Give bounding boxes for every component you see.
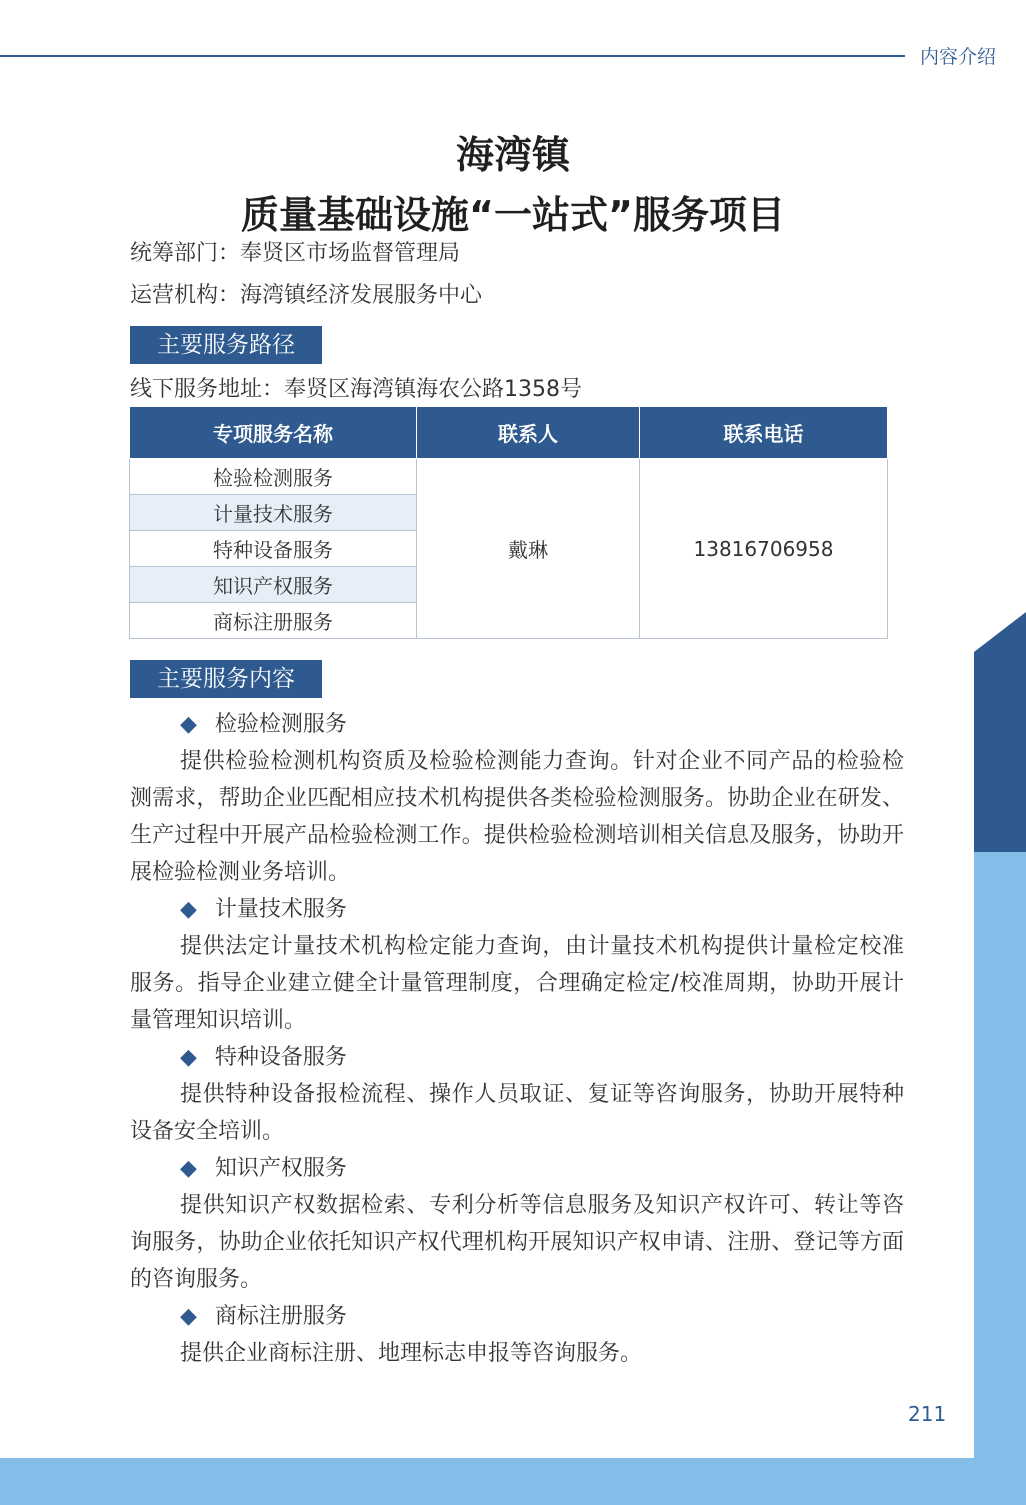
diamond-bullet-icon: ◆ xyxy=(180,897,197,922)
page-number: 211 xyxy=(908,1402,947,1426)
contact-phone-cell: 13816706958 xyxy=(640,459,888,639)
decorative-light-band xyxy=(974,852,1026,1505)
diamond-bullet-icon: ◆ xyxy=(180,712,197,737)
item-heading xyxy=(130,1150,904,1187)
item-description: 提供特种设备报检流程、操作人员取证、复证等咨询服务，协助开展特种设备安全培训。 xyxy=(130,1082,904,1144)
item-description: 提供法定计量技术机构检定能力查询，由计量技术机构提供计量检定校准服务。指导企业建立健全计量管理制度，合理确定检定/校准周期，协助开展计量管理知识培训。 xyxy=(130,934,904,1033)
item-heading-text: 知识产权服务 xyxy=(214,1156,347,1181)
section-heading-service-content: 主要服务内容 xyxy=(130,660,322,698)
service-content xyxy=(130,706,904,1372)
table-header-row xyxy=(130,407,888,459)
diamond-bullet-icon: ◆ xyxy=(180,1304,197,1329)
diamond-bullet-icon: ◆ xyxy=(180,1045,197,1070)
service-name-cell: 商标注册服务 xyxy=(130,603,417,639)
item-heading xyxy=(130,706,904,743)
service-address: 线下服务地址：奉贤区海湾镇海农公路1358号 xyxy=(130,377,582,402)
item-heading xyxy=(130,891,904,928)
page-title-line2: 质量基础设施“一站式”服务项目 xyxy=(241,193,785,237)
service-name-cell: 知识产权服务 xyxy=(130,567,417,603)
service-name-cell: 特种设备服务 xyxy=(130,531,417,567)
page-title-line1: 海湾镇 xyxy=(455,133,570,177)
section-heading-service-path: 主要服务路径 xyxy=(130,326,322,364)
item-heading-text: 检验检测服务 xyxy=(214,712,347,737)
item-description: 提供知识产权数据检索、专利分析等信息服务及知识产权许可、转让等咨询服务，协助企业依托知识产权代理机构开展知识产权申请、注册、登记等方面的咨询服务。 xyxy=(130,1193,904,1292)
item-heading xyxy=(130,1039,904,1076)
item-description: 提供企业商标注册、地理标志申报等咨询服务。 xyxy=(180,1341,643,1366)
item-heading xyxy=(130,1298,904,1335)
table-row xyxy=(130,459,888,495)
diamond-bullet-icon: ◆ xyxy=(180,1156,197,1181)
operator-info: 运营机构：海湾镇经济发展服务中心 xyxy=(130,283,483,308)
column-header-service: 专项服务名称 xyxy=(130,407,417,459)
service-name-cell: 检验检测服务 xyxy=(130,459,417,495)
decorative-bottom-band xyxy=(0,1458,1026,1505)
decorative-dark-band xyxy=(974,612,1026,852)
item-heading-text: 商标注册服务 xyxy=(214,1304,347,1329)
service-name-cell: 计量技术服务 xyxy=(130,495,417,531)
item-description: 提供检验检测机构资质及检验检测能力查询。针对企业不同产品的检验检测需求，帮助企业匹配相应技术机构提供各类检验检测服务。协助企业在研发、生产过程中开展产品检验检测工作。提供检验检测培训相关信息及服务，协助开展检验检测业务培训。 xyxy=(130,749,904,885)
header-rule xyxy=(0,55,905,57)
item-heading-text: 计量技术服务 xyxy=(214,897,347,922)
column-header-contact: 联系人 xyxy=(417,407,640,459)
contact-person-cell: 戴琳 xyxy=(417,459,640,639)
item-heading-text: 特种设备服务 xyxy=(214,1045,347,1070)
column-header-phone: 联系电话 xyxy=(640,407,888,459)
service-contact-table xyxy=(129,406,888,639)
header-section-label: 内容介绍 xyxy=(920,46,997,68)
coordinator-info: 统筹部门：奉贤区市场监督管理局 xyxy=(130,241,461,266)
